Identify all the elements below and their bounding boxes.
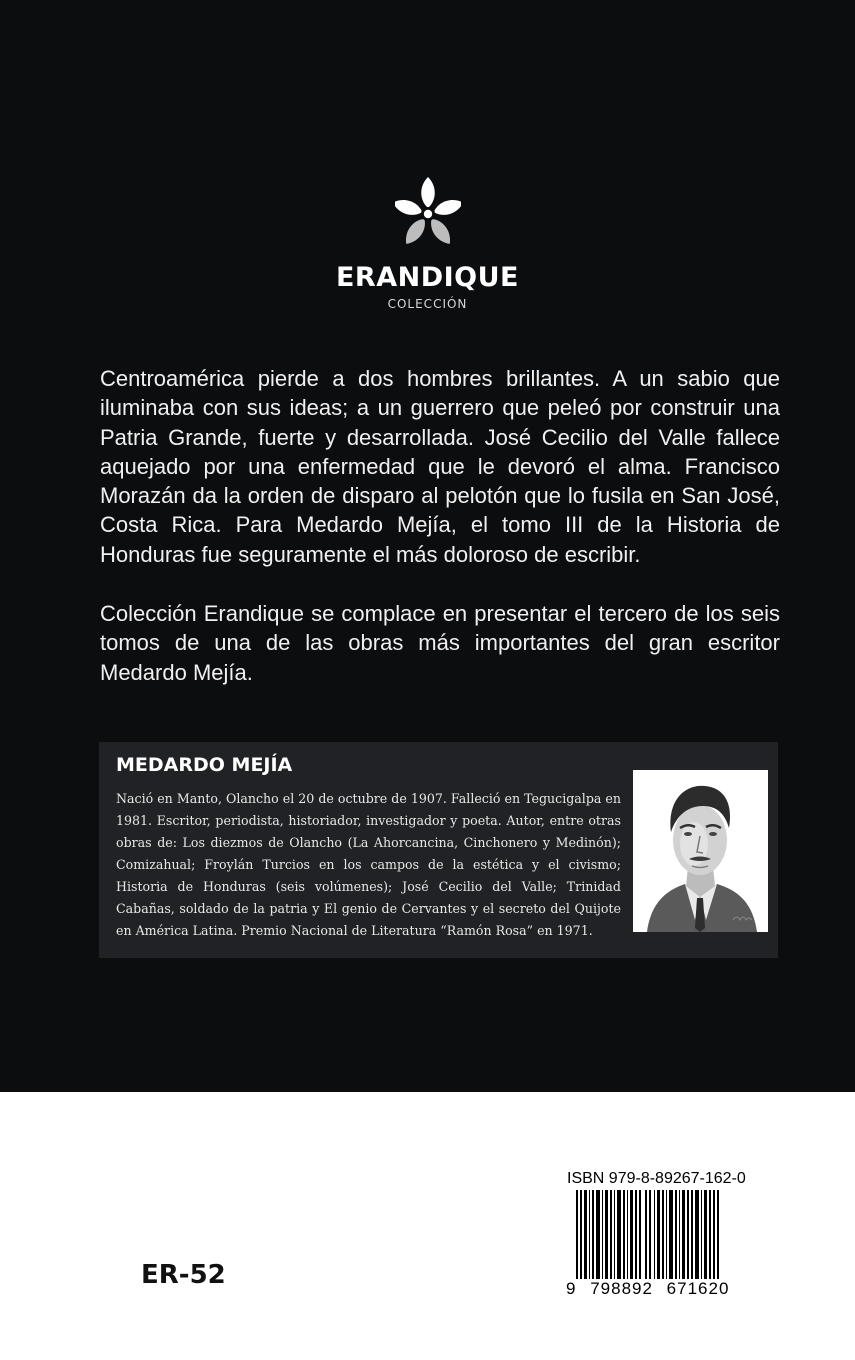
barcode-icon [566,1190,736,1290]
barcode-digit-group-2: 671620 [666,1279,730,1298]
portrait-sketch-icon [633,770,768,932]
blurb-paragraph-1: Centroamérica pierde a dos hombres brillantes. A un sabio que iluminaba con sus ideas; a un guerrero que peleó por construir una Patria Grande, fuerte y desarrollada. José Cecilio del Valle fallece aquejado por una enfermedad que le devoró el alma. Francisco Morazán da la orden de disparo al pelotón que lo fusila en San José, Costa Rica. Para Medardo Mejía, el tomo III de la Historia de Honduras fue seguramente el más doloroso de escribir. [100,366,780,567]
author-bio: Nació en Manto, Olancho el 20 de octubre de 1907. Falleció en Tegucigalpa en 1981. Escritor, periodista, historiador, investigador y poeta. Autor, entre otras obras de: Los diezmos de Olancho (La Ahorcancina, Cinchonero y Medinón); Comizahual; Froylán Turcios en los campos de la estética y el civismo; Historia de Honduras (seis volúmenes); José Cecilio del Valle; Trinidad Cabañas, soldado de la patria y El genio de Cervantes y el secreto del Quijote en América Latina. Premio Nacional de Literatura “Ramón Rosa” en 1971. [116,791,621,938]
brand-subtitle: COLECCIÓN [387,297,468,311]
isbn-barcode-digits [566,1279,746,1299]
blurb-paragraph-2: Colección Erandique se complace en presentar el tercero de los seis tomos de una de las obras más importantes del gran escritor Medardo Mejía. [100,601,780,685]
author-name: MEDARDO MEJÍA [116,754,293,776]
isbn-barcode-block [566,1170,746,1300]
barcode-digit-first: 9 [566,1279,577,1298]
collection-code: ER-52 [141,1260,226,1290]
brand-name: ERANDIQUE [335,262,519,293]
flower-logo-icon [395,176,461,252]
barcode-digit-group-1: 798892 [590,1279,653,1298]
isbn-label: ISBN 979-8-89267-162-0 [567,1170,746,1187]
collection-logo [0,176,855,311]
author-bio-box [99,742,778,958]
author-portrait [633,770,768,932]
